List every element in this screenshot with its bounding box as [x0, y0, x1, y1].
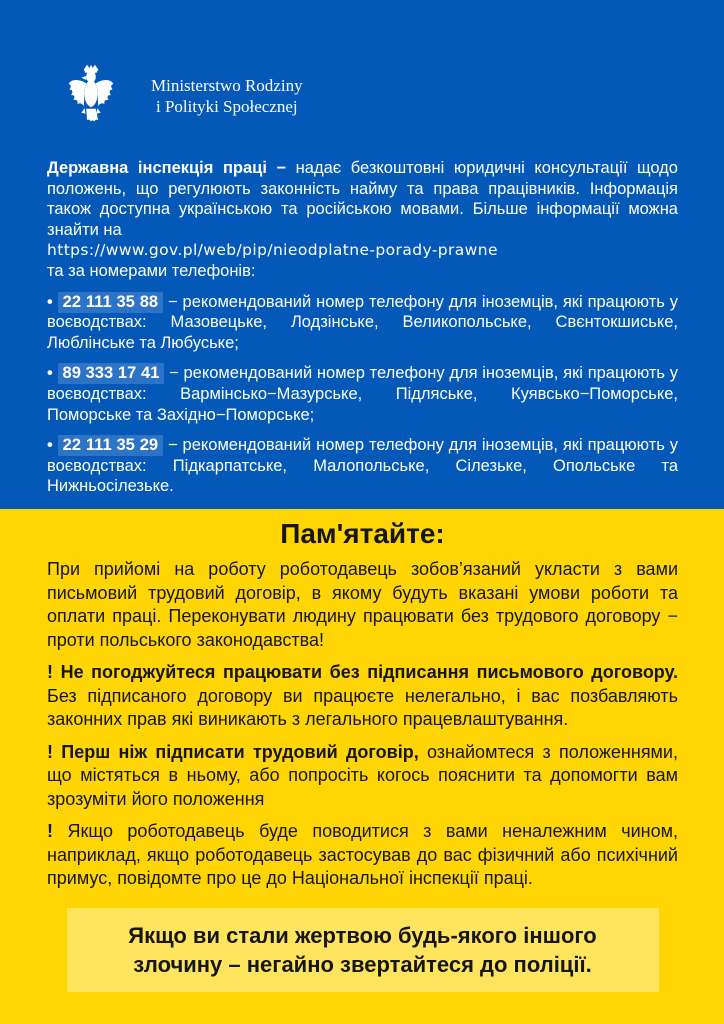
intro-body-text: надає безкоштовні юридичні консультації щодо положень, що регулюють законність найму та права працівників. Інформація також доступна українською та російською мовами. Більше інформації можна знайти на [47, 159, 678, 239]
intro-paragraph [47, 158, 678, 240]
contract-paragraph: При прийомі на роботу роботодавець зобов’язаний укласти з вами письмовий трудовий договір, в якому будуть вказані умови роботи та оплати праці. Переконувати людину працювати без трудового договору − проти польського законодавства! [47, 559, 678, 650]
blue-section [0, 0, 724, 509]
remember-heading: Пам'ятайте: [280, 518, 445, 549]
phone-bullet-2 [47, 363, 678, 425]
no-unsigned-work-text: Без підписаного договору ви працюєте нелегально, і вас позбавляють законних прав які виникають з легального працевлаштування. [47, 685, 678, 729]
no-unsigned-work-paragraph [47, 661, 678, 732]
phone-number-1: 22 111 35 88 [58, 292, 163, 313]
before-signing-lead: ! Перш ніж підписати трудовий договір, [47, 741, 419, 762]
phones-intro-line: та за номерами телефонів: [47, 261, 256, 280]
bullet-marker: • [47, 364, 53, 383]
ministry-name-line2: i Polityki Społecznej [155, 97, 298, 116]
phone-bullet-1 [47, 292, 678, 354]
dash: − [169, 364, 179, 383]
mistreatment-paragraph [47, 820, 678, 891]
ministry-name [151, 75, 303, 117]
phone-number-2: 89 333 17 41 [58, 363, 165, 384]
phone-bullet-2-text: рекомендований номер телефону для іноземців, які працюють у воєводствах: Вармінсько−Мазурське, Підляське, Куявсько−Поморське, Поморське та Західно−Поморське; [47, 364, 678, 424]
phone-number-3: 22 111 35 29 [58, 435, 163, 456]
bullet-marker: • [47, 436, 53, 455]
ministry-logo [67, 64, 678, 128]
before-signing-paragraph [47, 741, 678, 812]
polish-eagle-icon [67, 64, 115, 128]
dash: − [168, 436, 178, 455]
intro-lead-bold: Державна інспекція праці − [47, 159, 287, 177]
ministry-name-line1: Ministerstwo Rodziny [151, 76, 303, 95]
phone-bullet-1-text: рекомендований номер телефону для іноземців, які працюють у воєводствах: Мазовецьке, Лодзінське, Великопольське, Свєнтокшиське, Люблінське та Любуське; [47, 292, 678, 352]
mistreatment-lead: ! [47, 821, 53, 841]
bullet-marker: • [47, 292, 53, 311]
before-signing-text: ознайомтеся з положеннями, що містяться в ньому, або попросіть когось пояснити та допомогти вам зрозуміти його положення [47, 741, 678, 809]
dash: − [168, 292, 178, 311]
police-warning-box: Якщо ви стали жертвою будь-якого іншого злочину – негайно звертайтеся до поліції. [67, 908, 659, 992]
phone-bullet-3 [47, 435, 678, 497]
phone-bullet-3-text: рекомендований номер телефону для іноземців, які працюють у воєводствах: Підкарпатське, Малопольське, Сілезьке, Опольське та Нижньосілезьке. [47, 436, 678, 496]
info-url-link[interactable]: https://www.gov.pl/web/pip/nieodplatne-porady-prawne [47, 241, 498, 260]
yellow-section [0, 509, 724, 1024]
no-unsigned-work-lead: ! Не погоджуйтеся працювати без підписання письмового договору. [47, 662, 678, 682]
mistreatment-text: Якщо роботодавець буде поводитися з вами неналежним чином, наприклад, якщо роботодавець застосував до вас фізичний або психічний примус, повідомте про це до Національної інспекції праці. [47, 821, 678, 888]
